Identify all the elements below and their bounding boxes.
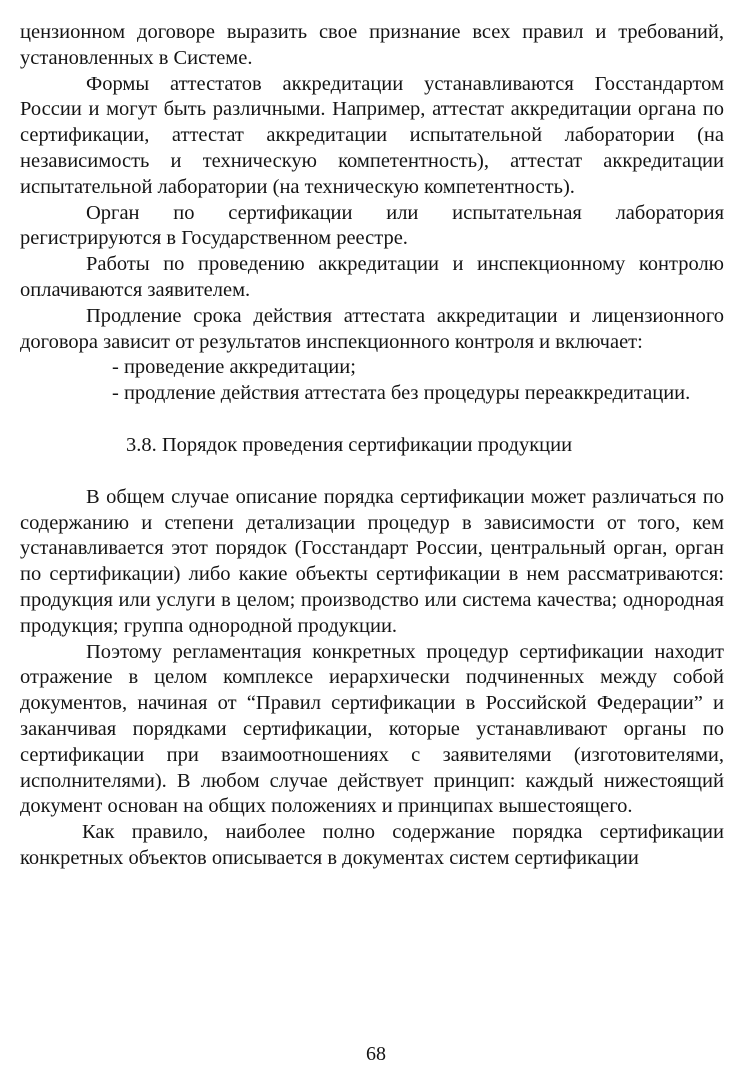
- paragraph-as-a-rule: Как правило, наиболее полно содержание порядка сертификации конкретных объектов описывается в документах систем сертификации: [20, 821, 724, 869]
- paragraph-accreditation-forms: Формы аттестатов аккредитации устанавливаются Госстандартом России и могут быть различными. Например, аттестат аккредитации органа по сертификации, аттестат аккредитации испытательной лаборатории (на независимость и техническую компетентность), аттестат аккредитации испытательной лаборатории (на техническую компетентность).: [20, 72, 724, 198]
- section-heading: 3.8. Порядок проведения сертификации продукции: [126, 433, 573, 456]
- paragraph-registration: Орган по сертификации или испытательная лаборатория регистрируются в Государственном реестре.: [20, 201, 724, 250]
- paragraph-general-case: В общем случае описание порядка сертификации может различаться по содержанию и степени детализации процедур в зависимости от того, кем устанавливается этот порядок (Госстандарт России, центральный орган, орган по сертификации) либо какие объекты сертификации в нем рассматриваются: продукция или услуги в целом; производство или система качества; однородная продукция; группа однородной продукции.: [20, 485, 724, 637]
- document-page: [20, 20, 724, 872]
- paragraph-extension: Продление срока действия аттестата аккредитации и лицензионного договора зависит от результатов инспекционного контроля и включает:: [20, 304, 724, 353]
- page-number: 68: [366, 1043, 386, 1065]
- paragraph-payment: Работы по проведению аккредитации и инспекционному контролю оплачиваются заявителем.: [20, 253, 724, 301]
- section-body: [20, 485, 724, 872]
- list-item: - проведение аккредитации;: [112, 356, 356, 379]
- paragraph-continuation: цензионном договоре выразить свое признание всех правил и требований, установленных в Системе.: [20, 21, 724, 69]
- list-item: - продление действия аттестата без процедуры переаккредитации.: [112, 382, 691, 405]
- paragraph-regulation: Поэтому регламентация конкретных процедур сертификации находит отражение в целом комплексе иерархически подчиненных между собой документов, начиная от “Правил сертификации в Российской Федерации” и заканчивая порядками сертификации, которые устанавливают органы по сертификации при взаимоотношениях с заявителями (изготовителями, исполнителями). В любом случае действует принцип: каждый нижестоящий документ основан на общих положениях и принципах вышестоящего.: [20, 640, 724, 818]
